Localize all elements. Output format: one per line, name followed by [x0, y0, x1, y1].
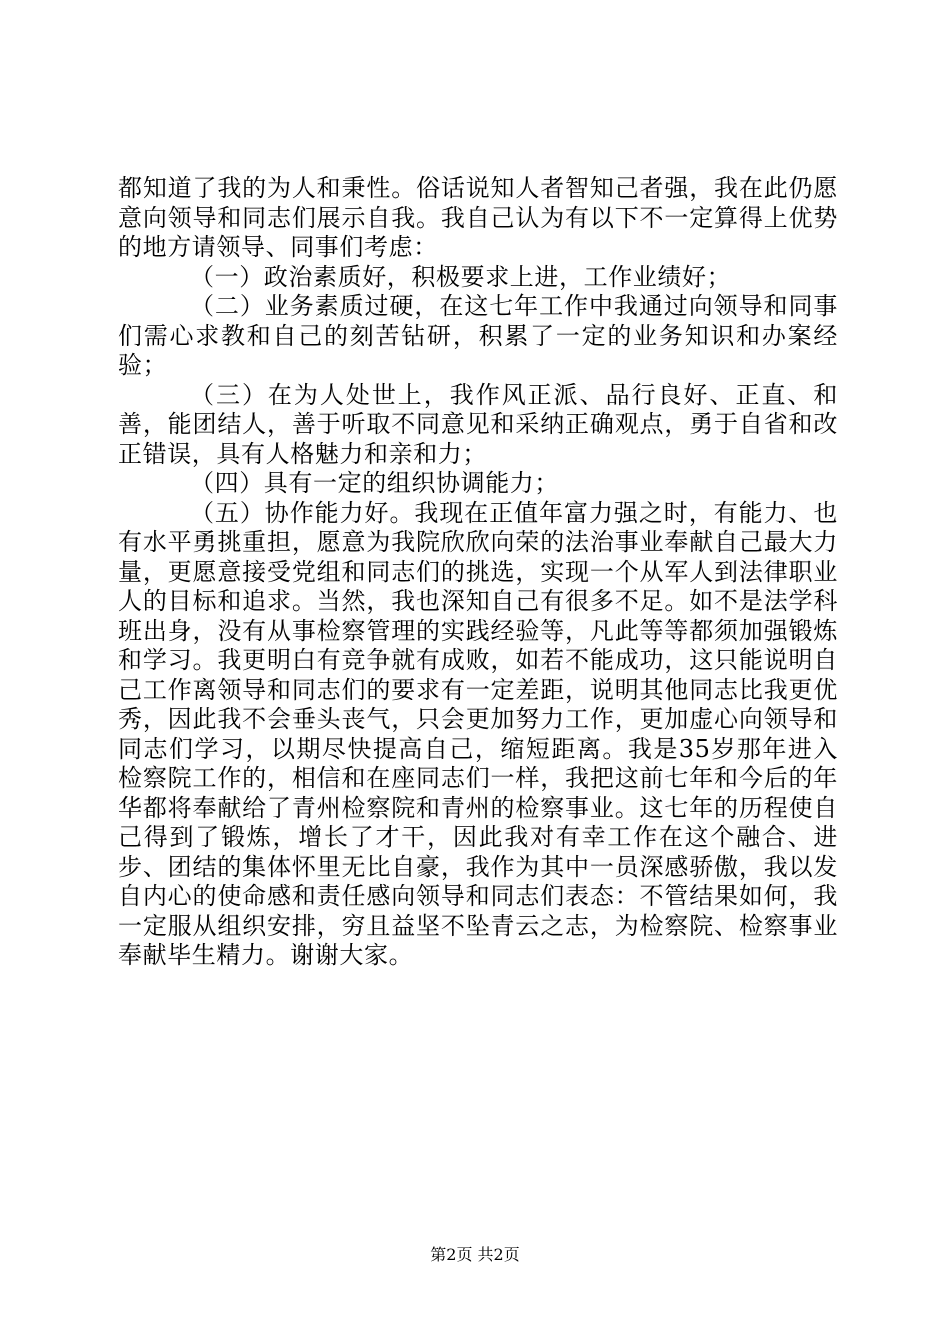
document-body — [118, 174, 838, 971]
paragraph-point-4: （四）具有一定的组织协调能力； — [190, 469, 559, 497]
paragraph-point-2: （二）业务素质过硬，在这七年工作中我通过向领导和同事们需心求教和自己的刻苦钻研，积累了一定的业务知识和办案经验； — [118, 292, 838, 379]
paragraph-point-3: （三）在为人处世上，我作风正派、品行良好、正直、和善，能团结人，善于听取不同意见和采纳正确观点，勇于自省和改正错误，具有人格魅力和亲和力； — [118, 380, 838, 468]
page-number-footer: 第2页 共2页 — [430, 1245, 520, 1264]
paragraph-continuation: 都知道了我的为人和秉性。俗话说知人者智知己者强，我在此仍愿意向领导和同志们展示自我。我自己认为有以下不一定算得上优势的地方请领导、同事们考虑： — [118, 174, 838, 261]
paragraph-point-1: （一）政治素质好，积极要求上进，工作业绩好； — [190, 262, 732, 291]
paragraph-point-5: （五）协作能力好。我现在正值年富力强之时，有能力、也有水平勇挑重担，愿意为我院欣欣向荣的法治事业奉献自己最大力量，更愿意接受党组和同志们的挑选，实现一个从军人到法律职业人的目标和追求。当然，我也深知自己有很多不足。如不是法学科班出身，没有从事检察管理的实践经验等，凡此等等都须加强锻炼和学习。我更明白有竞争就有成败，如若不能成功，这只能说明自己工作离领导和同志们的要求有一定差距，说明其他同志比我更优秀，因此我不会垂头丧气，只会更加努力工作，更加虚心向领导和同志们学习，以期尽快提高自己，缩短距离。我是35岁那年进入检察院工作的，相信和在座同志们一样，我把这前七年和今后的年华都将奉献给了青州检察院和青州的检察事业。这七年的历程使自己得到了锻炼，增长了才干，因此我对有幸工作在这个融合、进步、团结的集体怀里无比自豪，我作为其中一员深感骄傲，我以发自内心的使命感和责任感向领导和同志们表态：不管结果如何，我一定服从组织安排，穷且益坚不坠青云之志，为检察院、检察事业奉献毕生精力。谢谢大家。 — [118, 498, 838, 969]
